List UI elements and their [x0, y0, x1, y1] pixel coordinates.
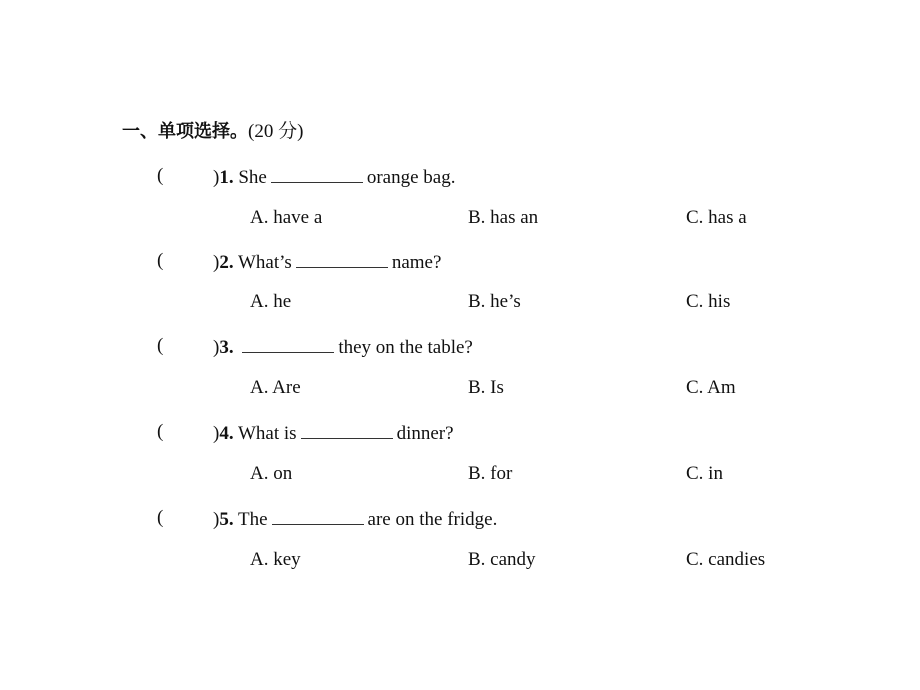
option-c: C. has a: [686, 207, 747, 228]
option-b: B. has an: [468, 207, 539, 228]
fill-blank: [296, 249, 388, 268]
answer-paren-open: (: [157, 165, 164, 186]
option-b: B. candy: [468, 549, 536, 570]
answer-paren-close: ): [213, 167, 220, 188]
option-a: A. Are: [250, 377, 301, 398]
question-text-before: What is: [238, 423, 297, 444]
question-text-after: dinner?: [396, 423, 454, 444]
question-text-before: She: [238, 167, 267, 188]
answer-slot[interactable]: [213, 249, 441, 275]
section-score: (20 分): [248, 121, 304, 142]
option-b: B. Is: [468, 377, 504, 398]
answer-paren-open: (: [157, 507, 164, 528]
option-b: B. for: [468, 463, 513, 484]
answer-paren-close: ): [213, 252, 220, 273]
option-a: A. on: [250, 463, 293, 484]
option-c: C. his: [686, 291, 731, 312]
question-text-before: The: [238, 509, 268, 530]
question-number: 4.: [219, 423, 234, 444]
section-title: 一、单项选择。: [122, 121, 248, 142]
answer-paren-open: (: [157, 335, 164, 356]
answer-paren-open: (: [157, 421, 164, 442]
question-text-after: name?: [391, 252, 442, 273]
answer-slot[interactable]: [213, 334, 473, 360]
answer-paren-close: ): [213, 423, 220, 444]
question-number: 2.: [219, 252, 234, 273]
answer-paren-close: ): [213, 337, 220, 358]
answer-slot[interactable]: [213, 506, 497, 532]
question-text-before: What’s: [238, 252, 292, 273]
option-a: A. have a: [250, 207, 323, 228]
answer-paren-open: (: [157, 250, 164, 271]
question-number: 3.: [219, 337, 234, 358]
answer-slot[interactable]: [213, 420, 454, 446]
option-a: A. he: [250, 291, 292, 312]
option-c: C. Am: [686, 377, 736, 398]
fill-blank: [242, 334, 334, 353]
question-text-after: orange bag.: [366, 167, 456, 188]
option-c: C. candies: [686, 549, 766, 570]
fill-blank: [272, 506, 364, 525]
question-text-after: they on the table?: [338, 337, 473, 358]
answer-paren-close: ): [213, 509, 220, 530]
section-heading: [122, 120, 303, 144]
question-number: 5.: [219, 509, 234, 530]
answer-slot[interactable]: [213, 164, 455, 190]
question-number: 1.: [219, 167, 234, 188]
option-c: C. in: [686, 463, 723, 484]
option-a: A. key: [250, 549, 301, 570]
option-b: B. he’s: [468, 291, 521, 312]
fill-blank: [271, 164, 363, 183]
question-text-after: are on the fridge.: [367, 509, 498, 530]
fill-blank: [301, 420, 393, 439]
